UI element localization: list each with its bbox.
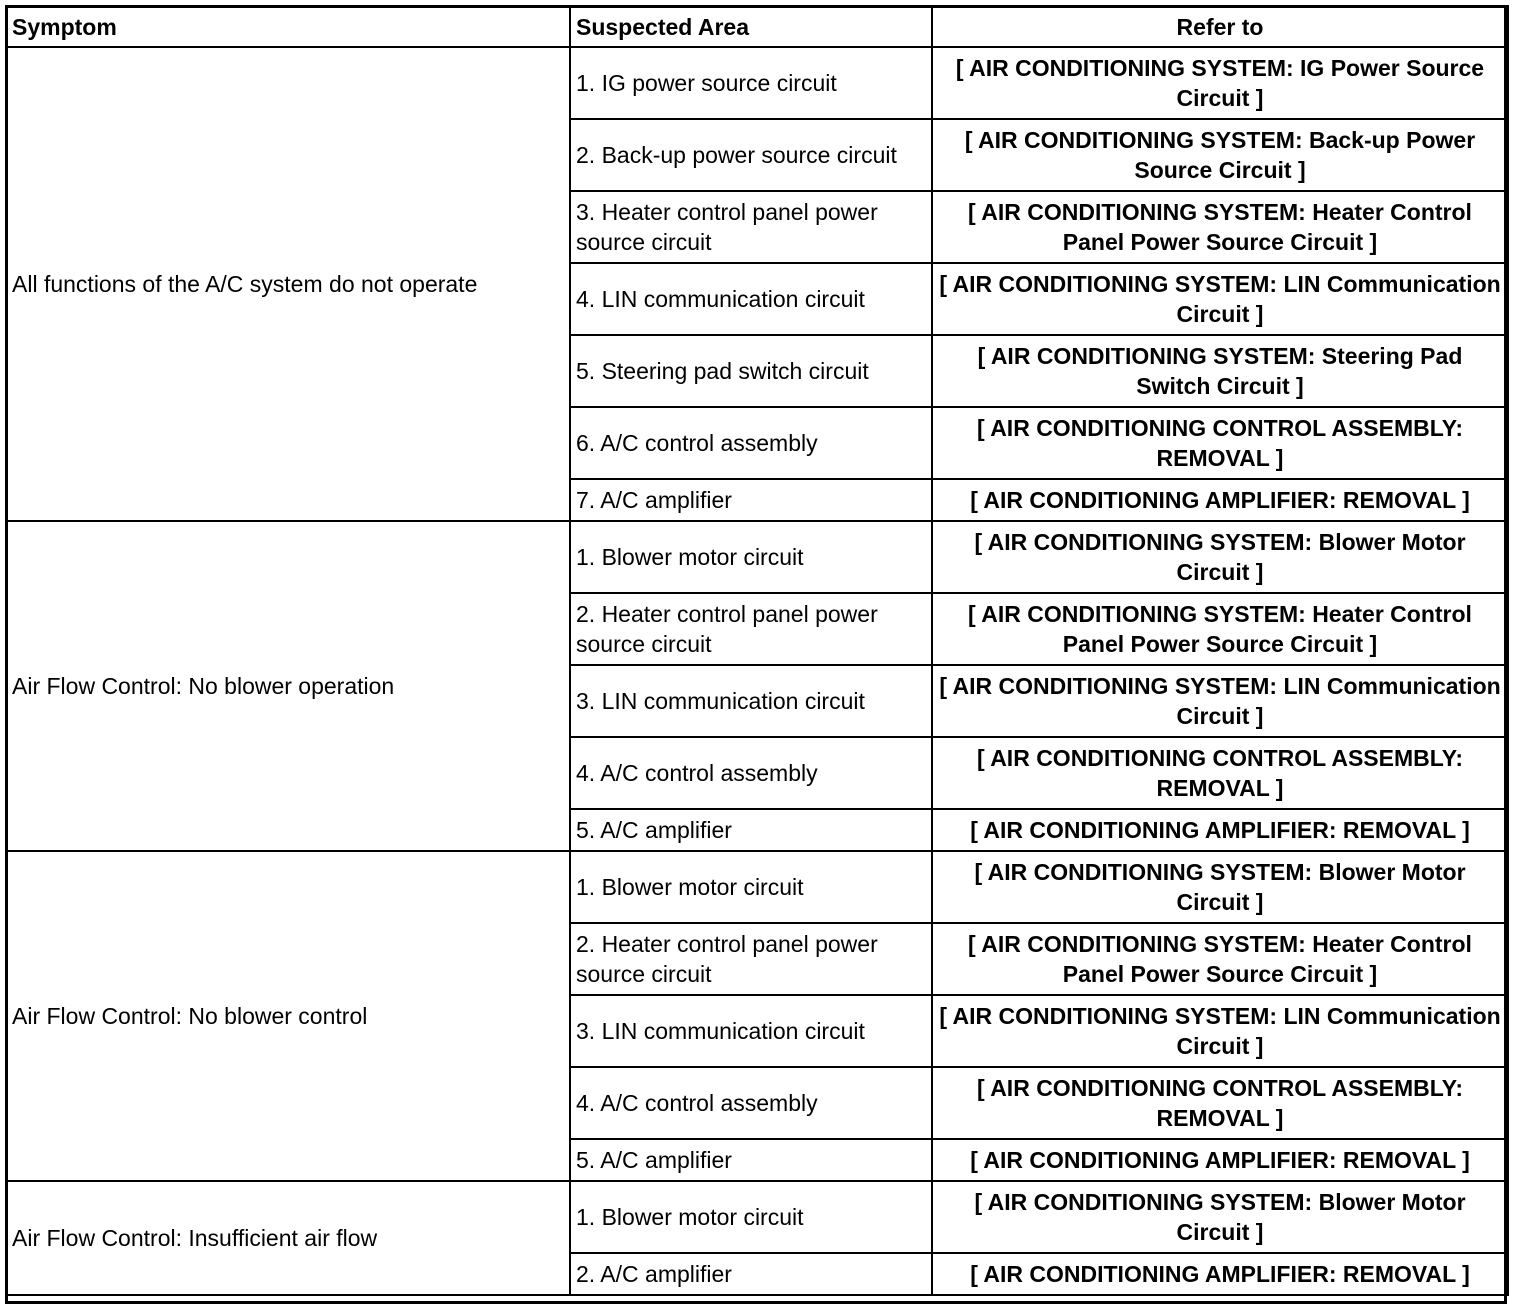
suspected-area-cell: 6. A/C control assembly xyxy=(570,407,932,479)
refer-to-cell[interactable]: [ AIR CONDITIONING SYSTEM: Blower Motor Circuit ] xyxy=(932,1181,1508,1253)
refer-to-cell[interactable]: [ AIR CONDITIONING CONTROL ASSEMBLY: REMOVAL ] xyxy=(932,1067,1508,1139)
symptom-cell: Air Flow Control: No blower control xyxy=(6,851,570,1181)
suspected-area-cell: 5. A/C amplifier xyxy=(570,809,932,851)
suspected-area-cell: 7. A/C amplifier xyxy=(570,479,932,521)
suspected-area-cell: 3. Heater control panel power source circuit xyxy=(570,191,932,263)
refer-to-cell[interactable]: [ AIR CONDITIONING SYSTEM: Heater Control Panel Power Source Circuit ] xyxy=(932,593,1508,665)
suspected-area-cell: 1. IG power source circuit xyxy=(570,47,932,119)
refer-to-cell[interactable]: [ AIR CONDITIONING SYSTEM: Heater Control Panel Power Source Circuit ] xyxy=(932,923,1508,995)
symptom-cell: Air Flow Control: Insufficient air flow xyxy=(6,1181,570,1295)
header-symptom: Symptom xyxy=(6,6,570,47)
suspected-area-cell: 5. Steering pad switch circuit xyxy=(570,335,932,407)
refer-to-cell[interactable]: [ AIR CONDITIONING SYSTEM: Blower Motor Circuit ] xyxy=(932,521,1508,593)
header-row xyxy=(6,6,1508,47)
refer-to-cell[interactable]: [ AIR CONDITIONING SYSTEM: Steering Pad Switch Circuit ] xyxy=(932,335,1508,407)
refer-to-cell[interactable]: [ AIR CONDITIONING AMPLIFIER: REMOVAL ] xyxy=(932,1139,1508,1181)
table-row xyxy=(6,851,1508,923)
refer-to-cell[interactable]: [ AIR CONDITIONING SYSTEM: Blower Motor Circuit ] xyxy=(932,851,1508,923)
suspected-area-cell: 2. Back-up power source circuit xyxy=(570,119,932,191)
suspected-area-cell: 2. Heater control panel power source circuit xyxy=(570,593,932,665)
suspected-area-cell: 2. Heater control panel power source circuit xyxy=(570,923,932,995)
refer-to-cell[interactable]: [ AIR CONDITIONING CONTROL ASSEMBLY: REMOVAL ] xyxy=(932,407,1508,479)
refer-to-cell[interactable]: [ AIR CONDITIONING SYSTEM: IG Power Source Circuit ] xyxy=(932,47,1508,119)
refer-to-cell[interactable]: [ AIR CONDITIONING AMPLIFIER: REMOVAL ] xyxy=(932,1253,1508,1295)
suspected-area-cell: 3. LIN communication circuit xyxy=(570,995,932,1067)
suspected-area-cell: 1. Blower motor circuit xyxy=(570,1181,932,1253)
symptom-cell: All functions of the A/C system do not operate xyxy=(6,47,570,521)
refer-to-cell[interactable]: [ AIR CONDITIONING SYSTEM: Heater Control Panel Power Source Circuit ] xyxy=(932,191,1508,263)
suspected-area-cell: 4. A/C control assembly xyxy=(570,737,932,809)
header-suspected-area: Suspected Area xyxy=(570,6,932,47)
table-row xyxy=(6,521,1508,593)
troubleshooting-table xyxy=(5,5,1509,1296)
table-row xyxy=(6,1181,1508,1253)
suspected-area-cell: 3. LIN communication circuit xyxy=(570,665,932,737)
suspected-area-cell: 5. A/C amplifier xyxy=(570,1139,932,1181)
refer-to-cell[interactable]: [ AIR CONDITIONING CONTROL ASSEMBLY: REMOVAL ] xyxy=(932,737,1508,809)
refer-to-cell[interactable]: [ AIR CONDITIONING SYSTEM: LIN Communication Circuit ] xyxy=(932,665,1508,737)
suspected-area-cell: 2. A/C amplifier xyxy=(570,1253,932,1295)
refer-to-cell[interactable]: [ AIR CONDITIONING AMPLIFIER: REMOVAL ] xyxy=(932,809,1508,851)
table-body xyxy=(6,6,1508,1295)
suspected-area-cell: 1. Blower motor circuit xyxy=(570,521,932,593)
refer-to-cell[interactable]: [ AIR CONDITIONING SYSTEM: Back-up Power Source Circuit ] xyxy=(932,119,1508,191)
suspected-area-cell: 4. LIN communication circuit xyxy=(570,263,932,335)
suspected-area-cell: 4. A/C control assembly xyxy=(570,1067,932,1139)
refer-to-cell[interactable]: [ AIR CONDITIONING AMPLIFIER: REMOVAL ] xyxy=(932,479,1508,521)
suspected-area-cell: 1. Blower motor circuit xyxy=(570,851,932,923)
refer-to-cell[interactable]: [ AIR CONDITIONING SYSTEM: LIN Communication Circuit ] xyxy=(932,263,1508,335)
table-row xyxy=(6,47,1508,119)
symptom-cell: Air Flow Control: No blower operation xyxy=(6,521,570,851)
header-refer-to: Refer to xyxy=(932,6,1508,47)
refer-to-cell[interactable]: [ AIR CONDITIONING SYSTEM: LIN Communication Circuit ] xyxy=(932,995,1508,1067)
